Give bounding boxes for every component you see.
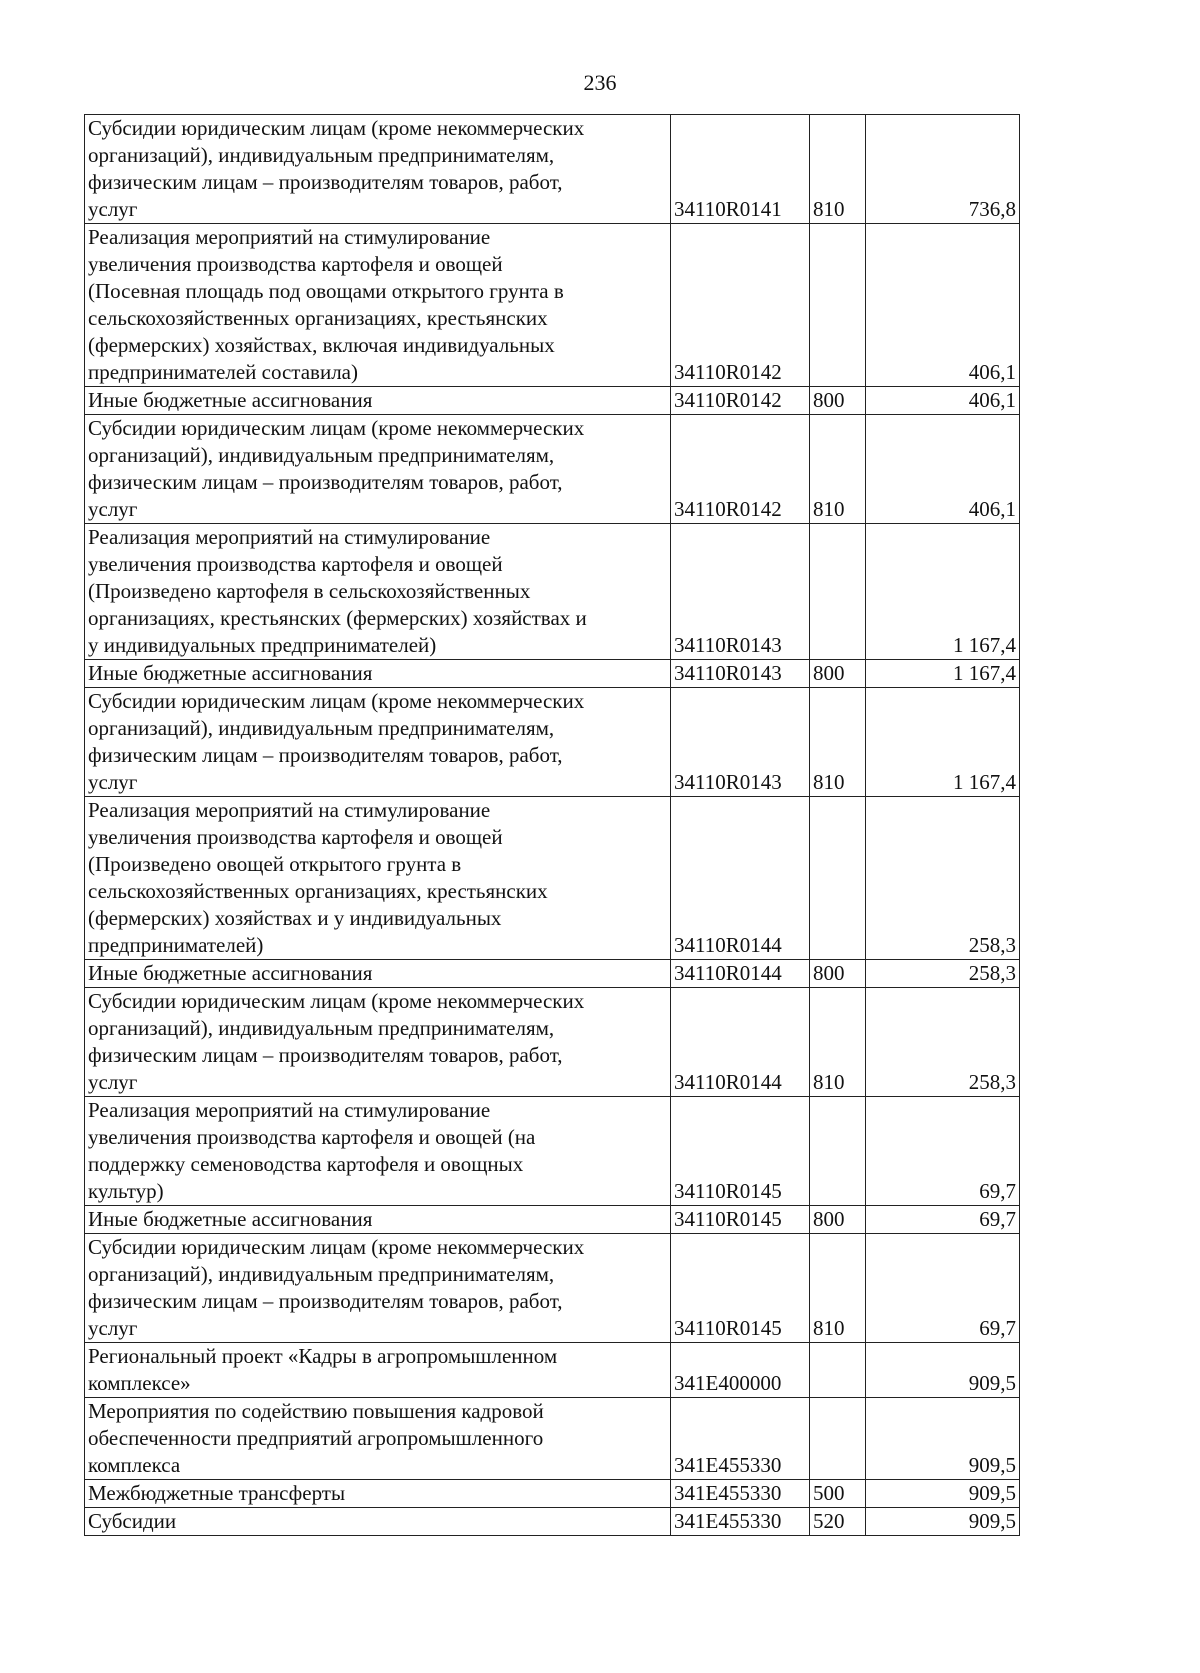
budget-table-body: [85, 115, 1020, 1536]
row-expense-type: [810, 1097, 866, 1206]
row-amount: 69,7: [866, 1097, 1020, 1206]
row-code: 341E455330: [671, 1398, 810, 1480]
row-expense-type: 810: [810, 1234, 866, 1343]
row-amount: 406,1: [866, 415, 1020, 524]
table-row: [85, 1234, 1020, 1343]
row-code: 34110R0145: [671, 1206, 810, 1234]
table-row: [85, 224, 1020, 387]
row-description: Субсидии юридическим лицам (кроме некоммерческих организаций), индивидуальным предпринимателям, физическим лицам – производителям товаров, работ, услуг: [85, 115, 671, 224]
table-row: [85, 415, 1020, 524]
row-amount: 1 167,4: [866, 524, 1020, 660]
row-description: Реализация мероприятий на стимулирование увеличения производства картофеля и овощей (Произведено картофеля в сельскохозяйственных организациях, крестьянских (фермерских) хозяйствах и у индивидуальных предпринимателей): [85, 524, 671, 660]
row-code: 34110R0142: [671, 387, 810, 415]
row-expense-type: 520: [810, 1508, 866, 1536]
table-row: [85, 1206, 1020, 1234]
row-amount: 909,5: [866, 1343, 1020, 1398]
row-expense-type: [810, 224, 866, 387]
row-amount: 909,5: [866, 1398, 1020, 1480]
row-expense-type: 800: [810, 1206, 866, 1234]
row-amount: 909,5: [866, 1508, 1020, 1536]
page-number: 236: [583, 70, 617, 95]
row-code: 341E455330: [671, 1508, 810, 1536]
row-amount: 909,5: [866, 1480, 1020, 1508]
row-code: 34110R0145: [671, 1097, 810, 1206]
table-row: [85, 1343, 1020, 1398]
row-expense-type: 800: [810, 660, 866, 688]
row-amount: 258,3: [866, 988, 1020, 1097]
row-description: Иные бюджетные ассигнования: [85, 960, 671, 988]
row-expense-type: 500: [810, 1480, 866, 1508]
row-amount: 406,1: [866, 224, 1020, 387]
table-row: [85, 688, 1020, 797]
row-code: 341E400000: [671, 1343, 810, 1398]
row-code: 34110R0141: [671, 115, 810, 224]
row-code: 34110R0143: [671, 524, 810, 660]
row-code: 34110R0144: [671, 988, 810, 1097]
row-expense-type: [810, 524, 866, 660]
row-expense-type: [810, 1343, 866, 1398]
row-description: Субсидии юридическим лицам (кроме некоммерческих организаций), индивидуальным предпринимателям, физическим лицам – производителям товаров, работ, услуг: [85, 1234, 671, 1343]
row-description: Иные бюджетные ассигнования: [85, 387, 671, 415]
row-description: Иные бюджетные ассигнования: [85, 660, 671, 688]
row-description: Реализация мероприятий на стимулирование увеличения производства картофеля и овощей (Произведено овощей открытого грунта в сельскохозяйственных организациях, крестьянских (фермерских) хозяйствах и у индивидуальных предпринимателей): [85, 797, 671, 960]
row-expense-type: 810: [810, 115, 866, 224]
row-amount: 258,3: [866, 960, 1020, 988]
table-row: [85, 115, 1020, 224]
table-row: [85, 988, 1020, 1097]
row-amount: 258,3: [866, 797, 1020, 960]
row-expense-type: [810, 797, 866, 960]
table-row: [85, 797, 1020, 960]
row-expense-type: 800: [810, 960, 866, 988]
row-description: Иные бюджетные ассигнования: [85, 1206, 671, 1234]
table-row: [85, 524, 1020, 660]
row-expense-type: 800: [810, 387, 866, 415]
row-description: Субсидии юридическим лицам (кроме некоммерческих организаций), индивидуальным предпринимателям, физическим лицам – производителям товаров, работ, услуг: [85, 688, 671, 797]
row-expense-type: [810, 1398, 866, 1480]
row-code: 34110R0143: [671, 660, 810, 688]
budget-table: [84, 114, 1020, 1536]
row-amount: 69,7: [866, 1234, 1020, 1343]
row-description: Субсидии юридическим лицам (кроме некоммерческих организаций), индивидуальным предпринимателям, физическим лицам – производителям товаров, работ, услуг: [85, 415, 671, 524]
row-expense-type: 810: [810, 988, 866, 1097]
table-row: [85, 660, 1020, 688]
row-amount: 736,8: [866, 115, 1020, 224]
row-description: Региональный проект «Кадры в агропромышленном комплексе»: [85, 1343, 671, 1398]
row-expense-type: 810: [810, 415, 866, 524]
row-code: 34110R0144: [671, 797, 810, 960]
row-description: Реализация мероприятий на стимулирование увеличения производства картофеля и овощей (Посевная площадь под овощами открытого грунта в сельскохозяйственных организациях, крестьянских (фермерских) хозяйствах, включая индивидуальных предпринимателей составила): [85, 224, 671, 387]
row-amount: 1 167,4: [866, 688, 1020, 797]
table-row: [85, 1480, 1020, 1508]
row-code: 34110R0143: [671, 688, 810, 797]
table-row: [85, 1398, 1020, 1480]
row-code: 34110R0145: [671, 1234, 810, 1343]
row-code: 34110R0144: [671, 960, 810, 988]
row-expense-type: 810: [810, 688, 866, 797]
row-code: 34110R0142: [671, 224, 810, 387]
table-row: [85, 387, 1020, 415]
row-amount: 69,7: [866, 1206, 1020, 1234]
row-amount: 406,1: [866, 387, 1020, 415]
row-code: 341E455330: [671, 1480, 810, 1508]
row-amount: 1 167,4: [866, 660, 1020, 688]
row-description: Субсидии юридическим лицам (кроме некоммерческих организаций), индивидуальным предпринимателям, физическим лицам – производителям товаров, работ, услуг: [85, 988, 671, 1097]
row-description: Реализация мероприятий на стимулирование увеличения производства картофеля и овощей (на поддержку семеноводства картофеля и овощных культур): [85, 1097, 671, 1206]
table-row: [85, 960, 1020, 988]
row-description: Мероприятия по содействию повышения кадровой обеспеченности предприятий агропромышленного комплекса: [85, 1398, 671, 1480]
row-description: Субсидии: [85, 1508, 671, 1536]
row-code: 34110R0142: [671, 415, 810, 524]
row-description: Межбюджетные трансферты: [85, 1480, 671, 1508]
table-row: [85, 1097, 1020, 1206]
table-row: [85, 1508, 1020, 1536]
